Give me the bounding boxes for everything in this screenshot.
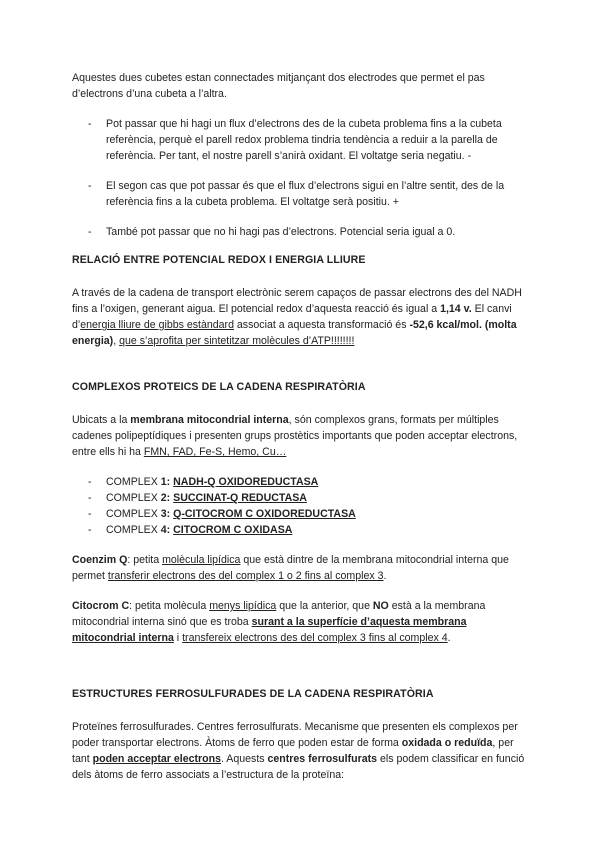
text: : petita	[127, 554, 163, 566]
bold-text: Citocrom C	[72, 600, 130, 612]
text: Ubicats a la	[72, 414, 131, 426]
dash-bullet: -	[88, 524, 92, 536]
redox-paragraph	[72, 285, 530, 349]
list-item: - COMPLEX 4: CITOCROM C OXIDASA	[88, 524, 293, 536]
bold-text: 1,14 v.	[440, 303, 472, 315]
text: : petita molècula	[129, 600, 210, 612]
text: Proteïnes ferrosulfurades. Centres ferrosulfurats. Mecanisme que presenten els complexos per poder transportar electrons. Àtoms de ferro que poden estar de forma	[72, 721, 518, 749]
text: , per tant	[72, 737, 514, 765]
complex-prefix: COMPLEX	[106, 476, 161, 488]
bold-underlined-text: poden acceptar electrons	[92, 753, 221, 765]
text: i	[173, 632, 183, 644]
bullet-list	[72, 116, 530, 240]
complexes-paragraph	[72, 412, 530, 460]
bold-underlined-text: surant a la superfície d’aquesta membrana mitocondrial interna	[72, 616, 467, 644]
text: El canvi d’	[72, 303, 512, 331]
list-item-text: També pot passar que no hi hagi pas d’electrons. Potencial seria igual a 0.	[106, 226, 456, 238]
underlined-text: FMN, FAD, Fe-S, Hemo, Cu…	[143, 446, 287, 458]
text: ,	[113, 335, 120, 347]
dash-bullet: -	[88, 118, 92, 130]
list-item: - COMPLEX 1: NADH-Q OXIDOREDUCTASA	[88, 476, 319, 488]
underlined-text: molècula lipídica	[162, 554, 241, 566]
underlined-text: que s’aprofita per sintetitzar molècules d’ATP!!!!!!!!	[119, 335, 355, 347]
bold-text: membrana mitocondrial interna	[130, 414, 289, 426]
complex-number: 4	[160, 524, 167, 536]
bold-text: Coenzim Q	[72, 554, 128, 566]
underlined-text: transferir electrons des del complex 1 o 2 fins al complex 3	[107, 570, 384, 582]
complex-name: CITOCROM C OXIDASA	[173, 524, 293, 536]
section-heading-redox: RELACIÓ ENTRE POTENCIAL REDOX I ENERGIA LLIURE	[72, 254, 366, 266]
underlined-text: energia lliure de gibbs estàndard	[80, 319, 234, 331]
underlined-text: menys lipídica	[209, 600, 277, 612]
section-heading-complexes: COMPLEXOS PROTEICS DE LA CADENA RESPIRATÒRIA	[72, 381, 366, 393]
text: . Aquests	[220, 753, 268, 765]
complex-prefix: COMPLEX	[106, 492, 161, 504]
text: els podem classificar en funció dels àtoms de ferro associats a l’estructura de la proteïna:	[72, 753, 525, 781]
complex-name: Q-CITOCROM C OXIDOREDUCTASA	[173, 508, 356, 520]
intro-paragraph: Aquestes dues cubetes estan connectades mitjançant dos electrodes que permet el pas d’electrons d’una cubeta a l’altra.	[72, 72, 485, 100]
complex-prefix: COMPLEX	[106, 508, 161, 520]
list-item	[72, 224, 530, 240]
citocrom-c-paragraph	[72, 598, 530, 646]
list-item-text: El segon cas que pot passar és que el flux d’electrons sigui en l’altre sentit, des de la referència fins a la cubeta problema. El voltatge serà positiu. +	[106, 180, 505, 208]
complex-number: 2	[160, 492, 167, 504]
complex-name: SUCCINAT-Q REDUCTASA	[173, 492, 307, 504]
text: que està dintre de la membrana mitocondrial interna que permet	[72, 554, 509, 582]
bold-text: NO	[372, 600, 389, 612]
list-item-text: Pot passar que hi hagi un flux d’electrons des de la cubeta problema fins a la cubeta referència, perquè el parell redox problema tindria tendència a reduir a la parella de referència. Per tant, el nostre parell s’anirà oxidant. El voltatge seria negatiu. -	[106, 118, 502, 162]
text: A través de la cadena de transport electrònic serem capaços de passar electrons des del NADH fins a l’oxigen, generant aigua. El potencial redox d’aquesta reacció és igual a	[72, 287, 522, 315]
list-item: - COMPLEX 3: Q-CITOCROM C OXIDOREDUCTASA	[88, 508, 356, 520]
complex-number: 3	[160, 508, 167, 520]
dash-bullet: -	[88, 180, 92, 192]
coenzim-q-paragraph	[72, 552, 530, 584]
complex-number: 1	[160, 476, 167, 488]
text: associat a aquesta transformació és	[233, 319, 410, 331]
text: està a la membrana mitocondrial interna sinó que es troba	[72, 600, 486, 628]
complex-prefix: COMPLEX	[106, 524, 161, 536]
text: , són complexos grans, formats per múltiples cadenes polipeptídiques i presenten grups prostètics importants que poden acceptar electrons, entre ells hi ha	[72, 414, 518, 458]
dash-bullet: -	[88, 508, 92, 520]
section-heading-ferrosulfurades: ESTRUCTURES FERROSULFURADES DE LA CADENA RESPIRATÒRIA	[72, 688, 434, 700]
ferrosulfurades-paragraph	[72, 719, 530, 783]
bold-text: oxidada o reduïda	[401, 737, 493, 749]
text: .	[383, 570, 387, 582]
list-item	[72, 116, 530, 164]
document-page	[72, 70, 530, 797]
bold-text: -52,6 kcal/mol. (molta energia)	[72, 319, 517, 347]
text: que la anterior, que	[276, 600, 373, 612]
bold-text: centres ferrosulfurats	[267, 753, 378, 765]
complex-name: NADH-Q OXIDOREDUCTASA	[173, 476, 319, 488]
underlined-text: transfereix electrons des del complex 3 fins al complex 4	[182, 632, 448, 644]
dash-bullet: -	[88, 476, 92, 488]
dash-bullet: -	[88, 492, 92, 504]
list-item	[72, 178, 530, 210]
text: .	[447, 632, 451, 644]
dash-bullet: -	[88, 226, 92, 238]
complex-list	[72, 474, 530, 538]
list-item: - COMPLEX 2: SUCCINAT-Q REDUCTASA	[88, 492, 307, 504]
